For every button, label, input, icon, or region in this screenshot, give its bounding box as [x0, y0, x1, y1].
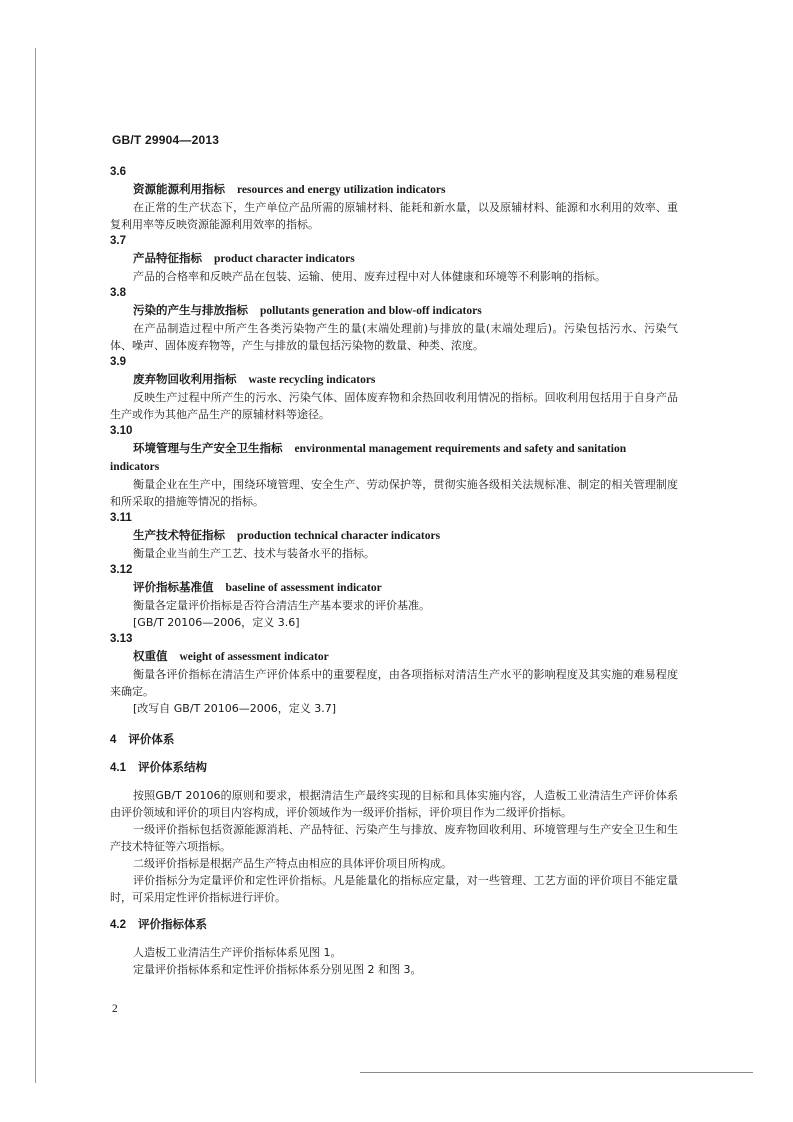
source-reference: [GB/T 20106—2006，定义 3.6]: [133, 616, 300, 629]
term-zh: 废弃物回收利用指标: [133, 372, 237, 386]
clause-3-11: [110, 510, 678, 562]
term-en: baseline of assessment indicator: [225, 582, 382, 594]
clause-3-12: [110, 562, 678, 631]
term-heading: [110, 371, 678, 389]
body-paragraph: 一级评价指标包括资源能源消耗、产品特征、污染产生与排放、废弃物回收利用、环境管理与生产安全卫生和生产技术特征等六项指标。: [110, 823, 678, 853]
definition-text: 衡量企业在生产中，围绕环境管理、安全生产、劳动保护等，贯彻实施各级相关法规标准、制定的相关管理制度和所采取的措施等情况的指标。: [110, 478, 678, 508]
definition-text: 在正常的生产状态下，生产单位产品所需的原辅材料、能耗和新水量，以及原辅材料、能源和水利用的效率、重复利用率等反映资源能源利用效率的指标。: [110, 201, 678, 231]
term-zh: 权重值: [133, 649, 168, 663]
clause-3-10: [110, 423, 678, 510]
clause-number: 3.7: [110, 235, 126, 247]
term-en: pollutants generation and blow-off indicators: [260, 305, 482, 317]
clause-number: 3.12: [110, 564, 133, 576]
term-heading: [110, 250, 678, 268]
clause-number: 3.9: [110, 356, 126, 368]
definition-text: 衡量企业当前生产工艺、技术与装备水平的指标。: [133, 547, 375, 560]
term-zh: 产品特征指标: [133, 251, 202, 265]
term-zh: 污染的产生与排放指标: [133, 303, 248, 317]
body-paragraph: 评价指标分为定量评价和定性评价指标。凡是能量化的指标应定量，对一些管理、工艺方面的评价项目不能定量时，可采用定性评价指标进行评价。: [110, 874, 678, 904]
clause-3-9: [110, 354, 678, 423]
term-zh: 生产技术特征指标: [133, 528, 225, 542]
section-number: 4.1: [110, 762, 126, 774]
section-title: 评价体系: [128, 732, 175, 746]
section-title: 评价指标体系: [138, 917, 207, 931]
section-4-heading: [110, 731, 678, 749]
document-code: GB/T 29904—2013: [112, 133, 220, 147]
clause-number: 3.10: [110, 425, 133, 437]
definition-text: 衡量各定量评价指标是否符合清洁生产基本要求的评价基准。: [133, 599, 430, 612]
body-paragraph: 人造板工业清洁生产评价指标体系见图 1。: [133, 946, 342, 959]
term-en: waste recycling indicators: [248, 374, 376, 386]
clause-number: 3.11: [110, 512, 132, 524]
clause-number: 3.8: [110, 287, 126, 299]
body-paragraph: 按照GB/T 20106的原则和要求，根据清洁生产最终实现的目标和具体实施内容，人造板工业清洁生产评价体系由评价领域和评价的项目内容构成，评价领域作为一级评价指标，评价项目作为二级评价指标。: [110, 789, 678, 819]
section-4-2-heading: [110, 916, 678, 934]
definition-text: 反映生产过程中所产生的污水、污染气体、固体废弃物和余热回收利用情况的指标。回收利用包括用于自身产品生产或作为其他产品生产的原辅材料等途径。: [110, 391, 678, 421]
term-zh: 评价指标基准值: [133, 580, 214, 594]
term-zh: 资源能源利用指标: [133, 182, 225, 196]
section-4-1-heading: [110, 759, 678, 777]
term-en: product character indicators: [214, 253, 355, 265]
bottom-rule: [360, 1072, 753, 1073]
term-heading: [110, 302, 678, 320]
clause-3-7: [110, 233, 678, 285]
definition-text: 在产品制造过程中所产生各类污染物产生的量(末端处理前)与排放的量(末端处理后)。污染包括污水、污染气体、噪声、固体废弃物等，产生与排放的量包括污染物的数量、种类、浓度。: [110, 322, 678, 352]
term-heading: [110, 181, 678, 199]
term-heading: [110, 579, 678, 597]
source-reference: [改写自 GB/T 20106—2006，定义 3.7]: [133, 702, 337, 715]
clause-3-8: [110, 285, 678, 354]
term-en: resources and energy utilization indicators: [237, 184, 446, 196]
term-heading: [110, 648, 678, 666]
term-zh: 环境管理与生产安全卫生指标: [133, 441, 283, 455]
term-heading: [110, 440, 678, 476]
section-number: 4.2: [110, 919, 126, 931]
definition-text: 产品的合格率和反映产品在包装、运输、使用、废弃过程中对人体健康和环境等不利影响的指标。: [133, 270, 606, 283]
section-title: 评价体系结构: [138, 760, 207, 774]
term-en: environmental management requirements and safety and sanitation indicators: [110, 443, 627, 473]
section-number: 4: [110, 734, 117, 746]
left-margin-rule: [35, 48, 36, 1083]
clause-number: 3.13: [110, 633, 133, 645]
clause-3-13: [110, 631, 678, 717]
term-en: weight of assessment indicator: [179, 651, 329, 663]
clause-3-6: [110, 164, 678, 233]
body-paragraph: 二级评价指标是根据产品生产特点由相应的具体评价项目所构成。: [133, 857, 452, 870]
page-number: 2: [112, 1003, 118, 1015]
term-en: production technical character indicators: [237, 530, 441, 542]
clause-number: 3.6: [110, 166, 126, 178]
term-heading: [110, 527, 678, 545]
page-content: [110, 164, 678, 978]
body-paragraph: 定量评价指标体系和定性评价指标体系分别见图 2 和图 3。: [133, 963, 422, 976]
definition-text: 衡量各评价指标在清洁生产评价体系中的重要程度，由各项指标对清洁生产水平的影响程度及其实施的难易程度来确定。: [110, 668, 678, 698]
